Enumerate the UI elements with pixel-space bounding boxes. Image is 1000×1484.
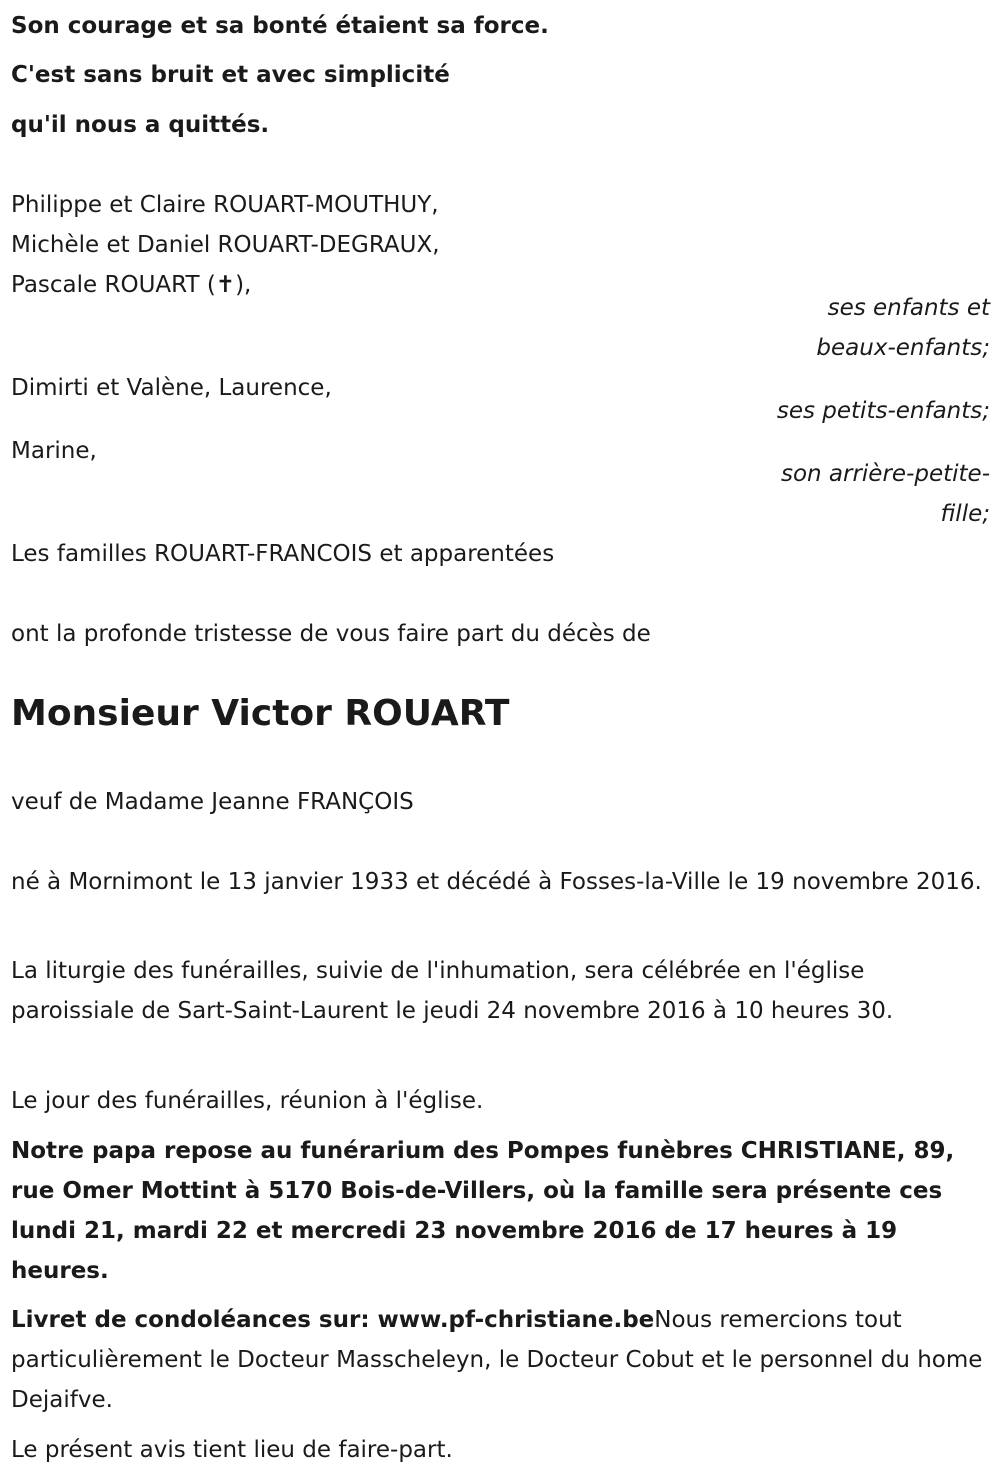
great-grandchild: Marine, [11,438,97,464]
widower-of: veuf de Madame Jeanne FRANÇOIS [11,789,414,815]
child-line-3: Pascale ROUART (✝), [11,272,252,298]
funerarium: Notre papa repose au funérarium des Pompes funèbres CHRISTIANE, 89, rue Omer Mottint à 5170 Bois-de-Villers, où la famille sera présente ces lundi 21, mardi 22 et mercredi 23 novembre 2016 de 17 heures à 19 heures. [11,1138,955,1284]
children-role-2: beaux-enfants; [816,335,990,361]
deceased-name: Monsieur Victor ROUART [11,693,510,734]
thanks: Nous remercions tout particulièrement le Docteur Masscheleyn, le Docteur Cobut et le personnel du home Dejaifve. [11,1307,983,1413]
motto-line-3: qu'il nous a quittés. [11,112,270,138]
child-line-1: Philippe et Claire ROUART-MOUTHUY, [11,192,439,218]
motto-line-1: Son courage et sa bonté étaient sa force. [11,13,549,39]
families: Les familles ROUART-FRANCOIS et apparentées [11,541,555,567]
meeting: Le jour des funérailles, réunion à l'église. [11,1088,484,1114]
grandchildren: Dimirti et Valène, Laurence, [11,375,332,401]
liturgy: La liturgie des funérailles, suivie de l'inhumation, sera célébrée en l'église paroissiale de Sart-Saint-Laurent le jeudi 24 novembre 2016 à 10 heures 30. [11,958,894,1024]
great-grandchild-role-2: fille; [940,501,990,527]
child-line-2: Michèle et Daniel ROUART-DEGRAUX, [11,232,440,258]
great-grandchild-role-1: son arrière-petite- [780,461,990,487]
birth-death: né à Mornimont le 13 janvier 1933 et décédé à Fosses-la-Ville le 19 novembre 2016. [11,869,982,895]
condolences-paragraph [11,1300,986,1420]
condolences-label: Livret de condoléances sur: www.pf-christiane.be [11,1307,655,1333]
children-role-1: ses enfants et [827,295,990,321]
closing: Le présent avis tient lieu de faire-part. [11,1437,453,1463]
motto-line-2: C'est sans bruit et avec simplicité [11,62,450,88]
announcement: ont la profonde tristesse de vous faire part du décès de [11,621,651,647]
grandchildren-role: ses petits-enfants; [776,398,990,424]
